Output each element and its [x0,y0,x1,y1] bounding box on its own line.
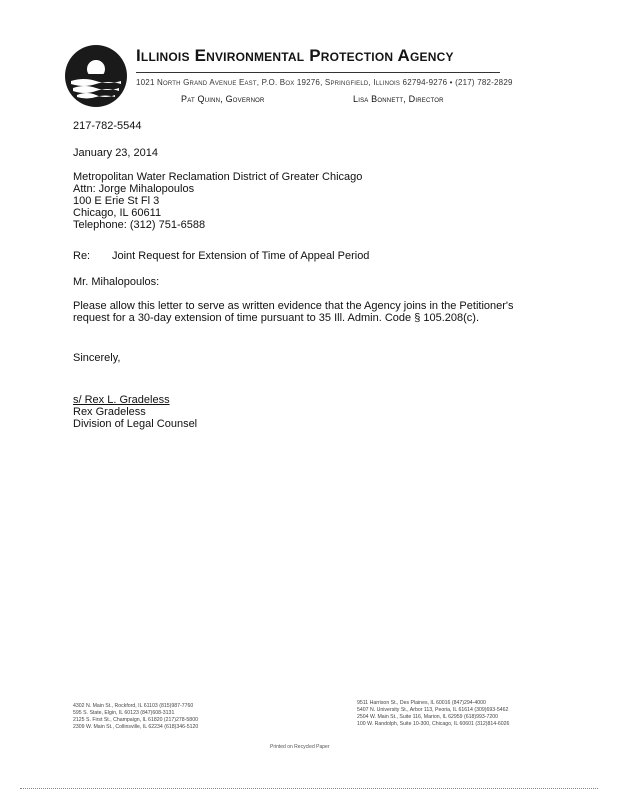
recipient-attention: Attn: Jorge Mihalopoulos [73,183,195,195]
electronic-signature: s/ Rex L. Gradeless [73,394,170,406]
body-paragraph [73,300,514,324]
agency-seal-logo [64,44,128,108]
agency-name: Illinois Environmental Protection Agency [136,46,454,65]
governor-name: Pat Quinn, Governor [181,94,265,104]
footer-office: 595 S. State, Elgin, IL 60123 (847)608-3131 [73,710,175,716]
body-line: Please allow this letter to serve as written evidence that the Agency joins in the Petitioner's [73,300,514,312]
footer-office: 2125 S. First St., Champaign, IL 61820 (217)278-5800 [73,717,198,723]
closing: Sincerely, [73,352,121,364]
subject-line: Joint Request for Extension of Time of Appeal Period [112,250,370,262]
footer-office: 2309 W. Main St., Collinsville, IL 62234 (618)346-5120 [73,724,199,730]
subject-label: Re: [73,250,91,262]
recipient-city: Chicago, IL 60611 [73,207,162,219]
footer-offices-left [73,703,198,731]
recipient-organization: Metropolitan Water Reclamation District of Greater Chicago [73,171,363,183]
sender-phone: 217-782-5544 [73,120,142,132]
agency-address: 1021 North Grand Avenue East, P.O. Box 19276, Springfield, Illinois 62794-9276 • (217) 782-2829 [136,78,513,87]
footer-office: 9511 Harrison St., Des Plaines, IL 60016 (847)294-4000 [357,700,486,706]
recipient-telephone: Telephone: (312) 751-6588 [73,219,206,231]
recycled-paper-note: Printed on Recycled Paper [270,744,330,750]
body-line: request for a 30-day extension of time pursuant to 35 Ill. Admin. Code § 105.208(c). [73,312,480,324]
scan-edge-artifact [20,788,598,789]
director-name: Lisa Bonnett, Director [353,94,444,104]
footer-office: 5407 N. University St., Arbor 113, Peoria, IL 61614 (309)693-5462 [357,707,509,713]
footer-office: 100 W. Randolph, Suite 10-300, Chicago, IL 60601 (312)814-6026 [357,721,510,727]
recipient-street: 100 E Erie St Fl 3 [73,195,160,207]
footer-offices-right [357,700,509,728]
recipient-address-block [73,171,362,231]
signer-department: Division of Legal Counsel [73,418,198,430]
footer-office: 2504 W. Main St., Suite 116, Marion, IL 62959 (618)993-7200 [357,714,499,720]
footer-office: 4302 N. Main St., Rockford, IL 61103 (815)987-7760 [73,703,194,709]
salutation: Mr. Mihalopoulos: [73,276,160,288]
letter-date: January 23, 2014 [73,147,159,159]
header-divider [136,72,500,73]
signer-name: Rex Gradeless [73,406,146,418]
